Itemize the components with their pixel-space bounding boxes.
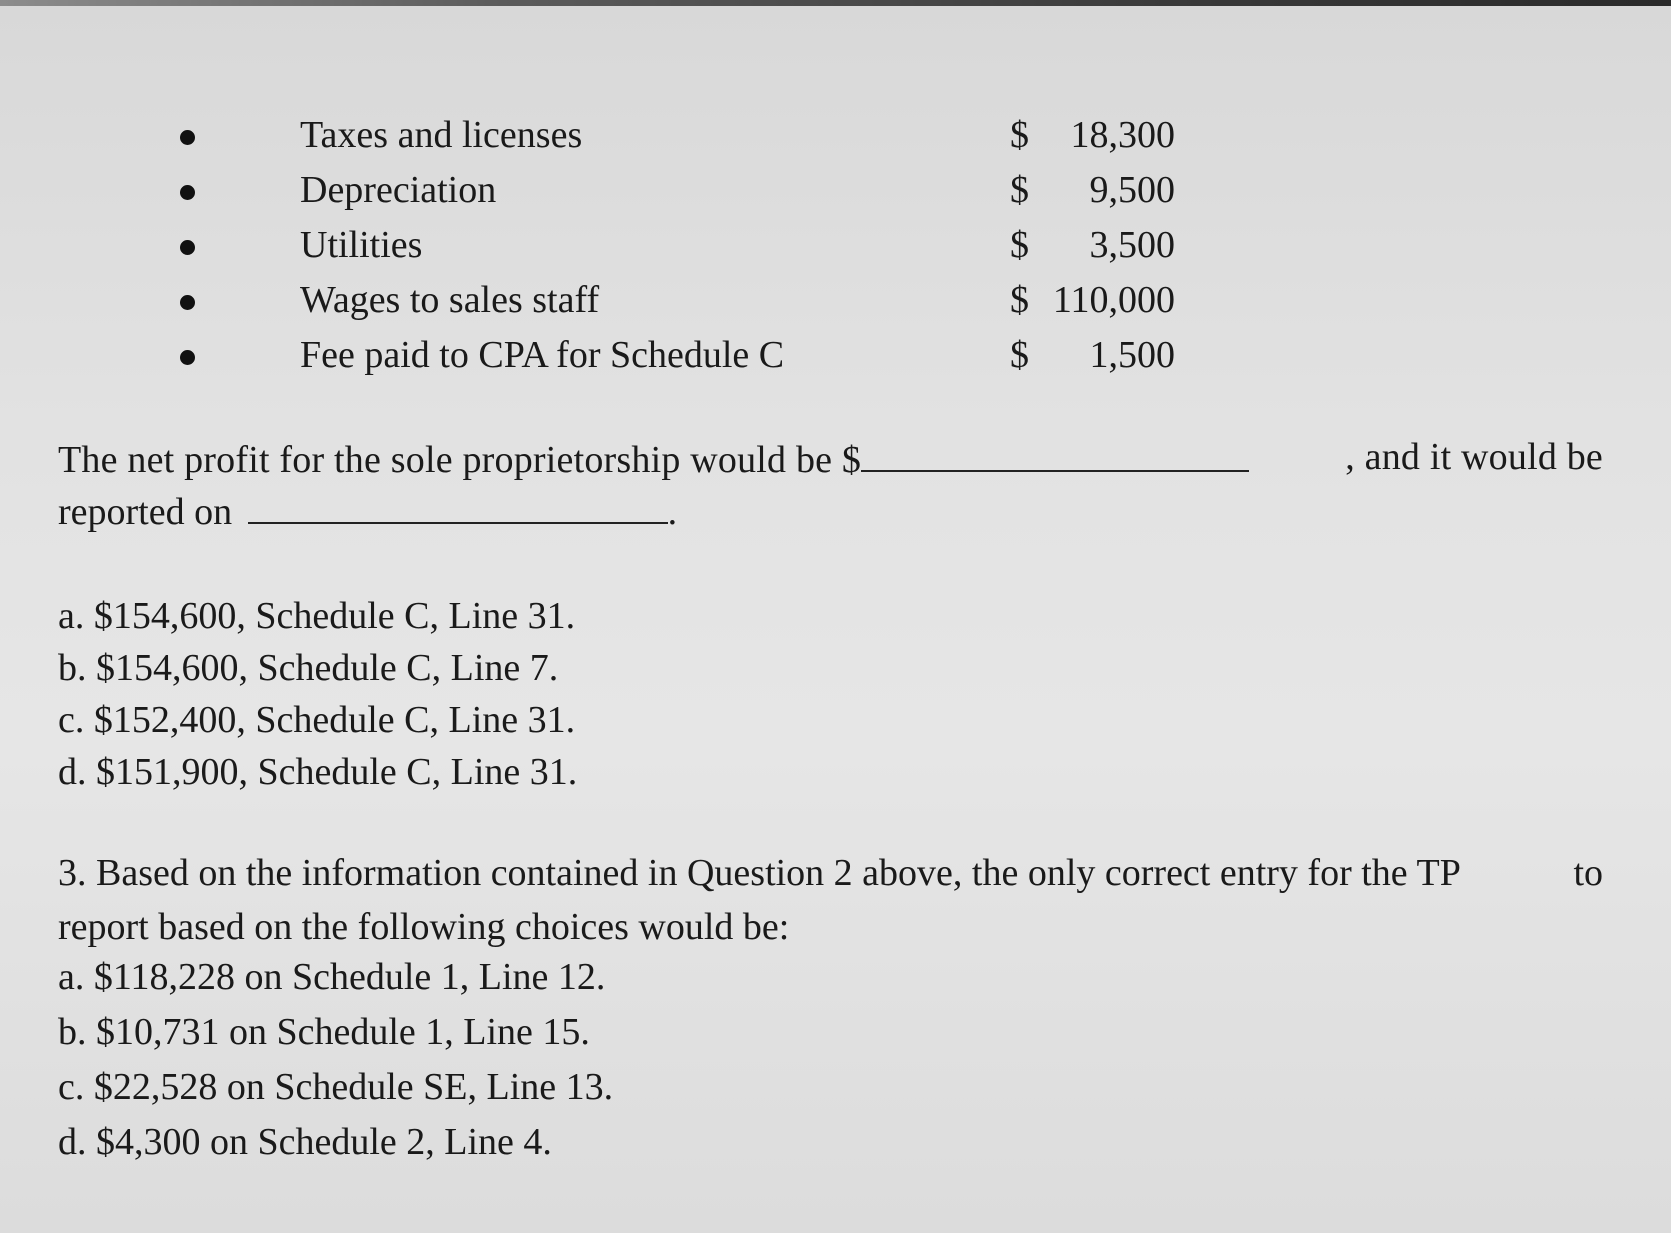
amount-value: 18,300 xyxy=(1070,114,1175,156)
dollar-sign: $ xyxy=(1010,334,1029,376)
statement-part-1: The net profit for the sole proprietorship would be $ xyxy=(58,439,862,481)
reported-on-blank[interactable] xyxy=(248,484,668,524)
bullet-icon xyxy=(180,350,195,365)
expense-item-taxes xyxy=(170,108,1175,163)
option-c[interactable]: c. $152,400, Schedule C, Line 31. xyxy=(58,699,576,741)
expense-label: Fee paid to CPA for Schedule C xyxy=(300,334,785,376)
option-b[interactable]: b. $10,731 on Schedule 1, Line 15. xyxy=(58,1011,590,1053)
question-3-prompt-line-1 xyxy=(58,848,1603,898)
dollar-sign: $ xyxy=(1010,169,1029,211)
photo-top-edge xyxy=(0,0,1671,6)
amount-value: 110,000 xyxy=(1052,279,1175,321)
statement-left xyxy=(58,432,1249,485)
amount-value: 3,500 xyxy=(1089,224,1175,266)
question-2-statement-line-1 xyxy=(58,432,1603,485)
option-a[interactable]: a. $118,228 on Schedule 1, Line 12. xyxy=(58,956,606,998)
expense-label: Taxes and licenses xyxy=(300,114,583,156)
expense-item-cpa-fee xyxy=(170,328,1175,383)
dollar-sign: $ xyxy=(1010,224,1029,266)
question-2-options xyxy=(58,590,577,798)
amount-value: 9,500 xyxy=(1089,169,1175,211)
bullet-icon xyxy=(180,240,195,255)
bullet-icon xyxy=(180,295,195,310)
bullet-icon xyxy=(180,130,195,145)
expense-label: Depreciation xyxy=(300,169,497,211)
amount-value: 1,500 xyxy=(1089,334,1175,376)
option-c[interactable]: c. $22,528 on Schedule SE, Line 13. xyxy=(58,1066,614,1108)
option-d[interactable]: d. $4,300 on Schedule 2, Line 4. xyxy=(58,1121,552,1163)
dollar-sign: $ xyxy=(1010,279,1029,321)
expense-list xyxy=(170,108,1175,383)
net-profit-blank[interactable] xyxy=(861,432,1249,472)
bullet-icon xyxy=(180,185,195,200)
statement-part-2: , and it would be xyxy=(1345,436,1603,478)
question-3-prompt-line-2: report based on the following choices would be: xyxy=(58,906,790,948)
option-b[interactable]: b. $154,600, Schedule C, Line 7. xyxy=(58,647,559,689)
statement-part-3: reported on xyxy=(58,491,233,533)
expense-label: Utilities xyxy=(300,224,423,266)
prompt-line-1-right: to xyxy=(1573,852,1603,894)
option-a[interactable]: a. $154,600, Schedule C, Line 31. xyxy=(58,595,576,637)
expense-item-depreciation xyxy=(170,163,1175,218)
dollar-sign: $ xyxy=(1010,114,1029,156)
expense-item-wages xyxy=(170,273,1175,328)
statement-end: . xyxy=(667,491,678,533)
expense-label: Wages to sales staff xyxy=(300,279,600,321)
question-3-options xyxy=(58,950,613,1170)
prompt-line-1-left: 3. Based on the information contained in Question 2 above, the only correct entry for the TP xyxy=(58,852,1461,894)
expense-item-utilities xyxy=(170,218,1175,273)
option-d[interactable]: d. $151,900, Schedule C, Line 31. xyxy=(58,751,578,793)
question-2-statement-line-2 xyxy=(58,484,1603,537)
